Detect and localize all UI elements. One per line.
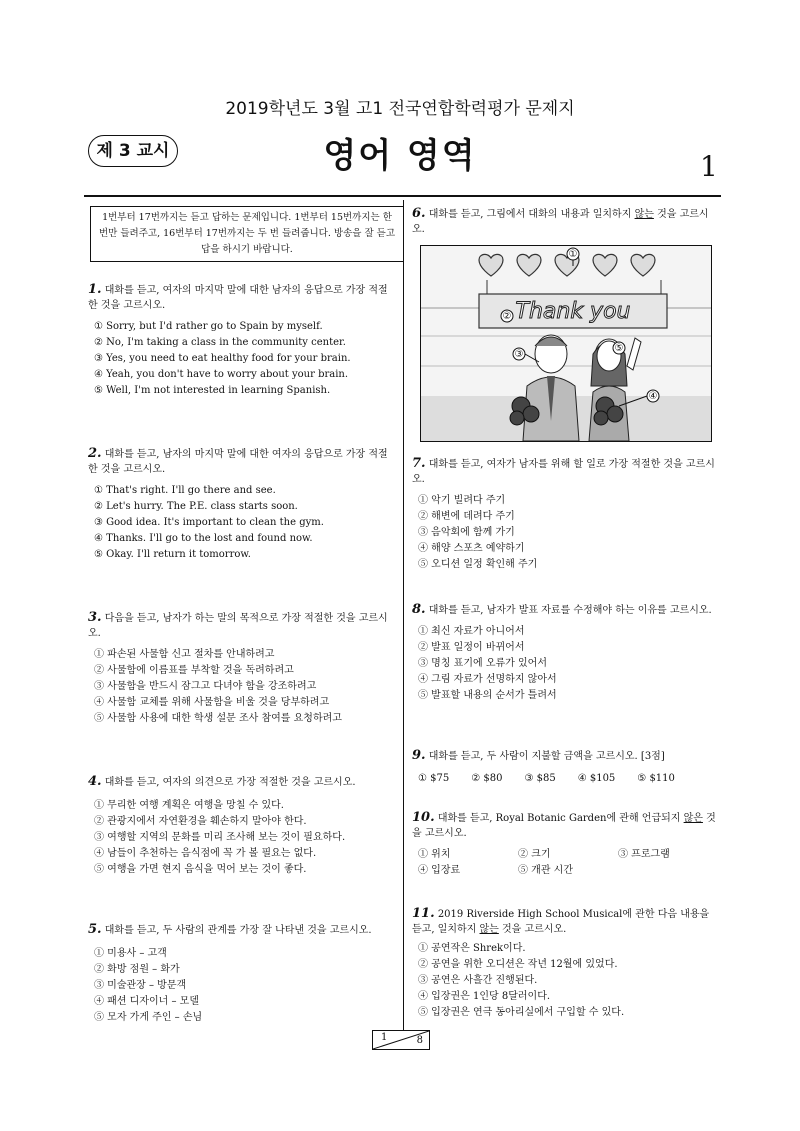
marker-4: ④ [648, 391, 658, 402]
question-stem-underlined: 않은 [683, 813, 703, 824]
option-3[interactable]: ③ Yes, you need to eat healthy food for your brain. [94, 353, 351, 364]
option-4[interactable]: ④ 그림 자료가 선명하지 않아서 [418, 674, 557, 685]
question-stem-a: 대화를 듣고, Royal Botanic Garden에 관해 언급되지 [437, 813, 684, 824]
question-11 [412, 906, 718, 1021]
page-number: 1 [700, 150, 718, 183]
question-number: 10. [412, 810, 435, 825]
option-1[interactable]: ① 미용사 – 고객 [94, 948, 167, 959]
question-stem: 대화를 듣고, 남자의 마지막 말에 대한 여자의 응답으로 가장 적절한 것을 고르시오. [88, 449, 388, 475]
question-number: 9. [412, 748, 426, 763]
option-3[interactable]: ③ 미술관장 – 방문객 [94, 980, 187, 991]
option-2[interactable]: ② Let's hurry. The P.E. class starts soon. [94, 501, 298, 512]
option-3[interactable]: ③ Good idea. It's important to clean the gym. [94, 517, 324, 528]
question-6-illustration [420, 245, 712, 442]
option-3[interactable]: ③ 사물함을 반드시 잠그고 다녀야 함을 강조하려고 [94, 681, 317, 692]
question-stem-b: 것을 고르시오. [412, 813, 716, 839]
question-number: 2. [88, 446, 102, 461]
marker-1: ① [568, 249, 578, 260]
option-3[interactable]: ③ 음악회에 함께 가기 [418, 527, 515, 538]
option-2[interactable]: ② 화방 점원 – 화가 [94, 964, 180, 975]
option-2[interactable]: ② 크기 [518, 849, 551, 860]
question-6 [412, 206, 718, 237]
marker-2: ② [502, 311, 512, 322]
option-1[interactable]: ① Sorry, but I'd rather go to Spain by myself. [94, 321, 323, 332]
marker-3: ③ [514, 349, 524, 360]
option-2[interactable]: ② 사물함에 이름표를 부착할 것을 독려하려고 [94, 665, 294, 676]
option-1[interactable]: ① 최신 자료가 아니어서 [418, 626, 525, 637]
column-divider [403, 200, 404, 1030]
option-3[interactable]: ③ 공연은 사흘간 진행된다. [418, 975, 538, 986]
question-stem-underlined: 않는 [634, 209, 654, 220]
total-pages: 8 [416, 1035, 423, 1046]
question-4 [88, 774, 394, 878]
option-5[interactable]: ⑤ $110 [637, 773, 675, 784]
option-5[interactable]: ⑤ 개관 시간 [518, 865, 573, 876]
option-5[interactable]: ⑤ Well, I'm not interested in learning Spanish. [94, 385, 331, 396]
option-5[interactable]: ⑤ 발표할 내용의 순서가 틀려서 [418, 690, 557, 701]
option-4[interactable]: ④ 사물함 교체를 위해 사물함을 비울 것을 당부하려고 [94, 697, 330, 708]
question-8 [412, 602, 718, 704]
option-4[interactable]: ④ 해양 스포츠 예약하기 [418, 543, 525, 554]
option-1[interactable]: ① 파손된 사물함 신고 절차를 안내하려고 [94, 649, 275, 660]
question-stem: 다음을 듣고, 남자가 하는 말의 목적으로 가장 적절한 것을 고르시오. [88, 613, 388, 639]
question-7 [412, 456, 718, 573]
option-1[interactable]: ① 위치 [418, 849, 451, 860]
option-2[interactable]: ② 공연을 위한 오디션은 작년 12월에 있었다. [418, 959, 618, 970]
option-4[interactable]: ④ 패션 디자이너 – 모델 [94, 996, 199, 1007]
option-2[interactable]: ② $80 [471, 773, 503, 784]
question-stem: 대화를 듣고, 두 사람의 관계를 가장 잘 나타낸 것을 고르시오. [104, 925, 372, 936]
option-1[interactable]: ① 무리한 여행 계획은 여행을 망칠 수 있다. [94, 800, 284, 811]
option-3[interactable]: ③ 명칭 표기에 오류가 있어서 [418, 658, 547, 669]
question-9 [412, 748, 718, 787]
banner-text: Thank you [515, 299, 631, 324]
marker-5: ⑤ [614, 343, 624, 354]
question-stem-b: 것을 고르시오. [412, 209, 709, 235]
question-2 [88, 446, 394, 563]
option-1[interactable]: ① 악기 빌려다 주기 [418, 495, 506, 506]
question-1 [88, 282, 394, 399]
option-1[interactable]: ① $75 [418, 773, 450, 784]
question-number: 3. [88, 610, 102, 625]
option-4[interactable]: ④ 남들이 추천하는 음식점에 꼭 가 볼 필요는 없다. [94, 848, 317, 859]
option-5[interactable]: ⑤ Okay. I'll return it tomorrow. [94, 549, 251, 560]
option-5[interactable]: ⑤ 입장권은 연극 동아리실에서 구입할 수 있다. [418, 1007, 625, 1018]
option-2[interactable]: ② No, I'm taking a class in the community center. [94, 337, 346, 348]
option-3[interactable]: ③ $85 [524, 773, 556, 784]
option-4[interactable]: ④ Thanks. I'll go to the lost and found now. [94, 533, 313, 544]
period-badge: 제 3 교시 [88, 135, 178, 167]
question-stem-underlined: 않는 [479, 924, 499, 935]
question-stem: 대화를 듣고, 여자의 마지막 말에 대한 남자의 응답으로 가장 적절한 것을 고르시오. [88, 285, 388, 311]
option-4[interactable]: ④ 입장권은 1인당 8달러이다. [418, 991, 551, 1002]
question-stem: 대화를 듣고, 여자가 남자를 위해 할 일로 가장 적절한 것을 고르시오. [412, 459, 715, 485]
question-3 [88, 610, 394, 727]
subject-title: 영어 영역 [323, 136, 477, 176]
question-stem: 대화를 듣고, 여자의 의견으로 가장 적절한 것을 고르시오. [104, 777, 356, 788]
question-stem-b: 것을 고르시오. [498, 924, 567, 935]
option-3[interactable]: ③ 여행할 지역의 문화를 미리 조사해 보는 것이 필요하다. [94, 832, 346, 843]
exam-title: 2019학년도 3월 고1 전국연합학력평가 문제지 [225, 99, 575, 119]
current-page: 1 [381, 1032, 388, 1043]
question-stem: 대화를 듣고, 두 사람이 지불할 금액을 고르시오. [3점] [428, 751, 665, 762]
listening-notice: 1번부터 17번까지는 듣고 답하는 문제입니다. 1번부터 15번까지는 한 번만 들려주고, 16번부터 17번까지는 두 번 들려줍니다. 방송을 잘 듣고 답을 하시기 바랍니다. [90, 206, 404, 262]
option-4[interactable]: ④ Yeah, you don't have to worry about your brain. [94, 369, 349, 380]
question-number: 7. [412, 456, 426, 471]
header-rule [84, 195, 721, 197]
option-5[interactable]: ⑤ 오디션 일정 확인해 주기 [418, 559, 538, 570]
option-2[interactable]: ② 관광지에서 자연환경을 훼손하지 말아야 한다. [94, 816, 307, 827]
option-1[interactable]: ① 공연작은 Shrek이다. [418, 943, 526, 954]
question-5 [88, 922, 394, 1026]
option-2[interactable]: ② 해변에 데려다 주기 [418, 511, 515, 522]
option-5[interactable]: ⑤ 모자 가게 주인 – 손님 [94, 1012, 203, 1023]
option-1[interactable]: ① That's right. I'll go there and see. [94, 485, 276, 496]
question-number: 1. [88, 282, 102, 297]
question-number: 6. [412, 206, 426, 221]
option-4[interactable]: ④ 입장료 [418, 865, 461, 876]
question-10 [412, 810, 718, 879]
option-5[interactable]: ⑤ 사물함 사용에 대한 학생 설문 조사 참여를 요청하려고 [94, 713, 342, 724]
question-stem-a: 대화를 듣고, 그림에서 대화의 내용과 일치하지 [428, 209, 635, 220]
question-stem-a: 2019 Riverside High School Musical에 관한 다음 내용을 듣고, 일치하지 [412, 909, 710, 935]
question-number: 11. [412, 906, 435, 921]
question-number: 5. [88, 922, 102, 937]
question-number: 8. [412, 602, 426, 617]
option-5[interactable]: ⑤ 여행을 가면 현지 음식을 먹어 보는 것이 좋다. [94, 864, 307, 875]
option-2[interactable]: ② 발표 일정이 바뀌어서 [418, 642, 525, 653]
question-number: 4. [88, 774, 102, 789]
page-indicator [372, 1030, 430, 1050]
question-stem: 대화를 듣고, 남자가 발표 자료를 수정해야 하는 이유를 고르시오. [428, 605, 712, 616]
option-4[interactable]: ④ $105 [577, 773, 616, 784]
option-3[interactable]: ③ 프로그램 [618, 849, 670, 860]
